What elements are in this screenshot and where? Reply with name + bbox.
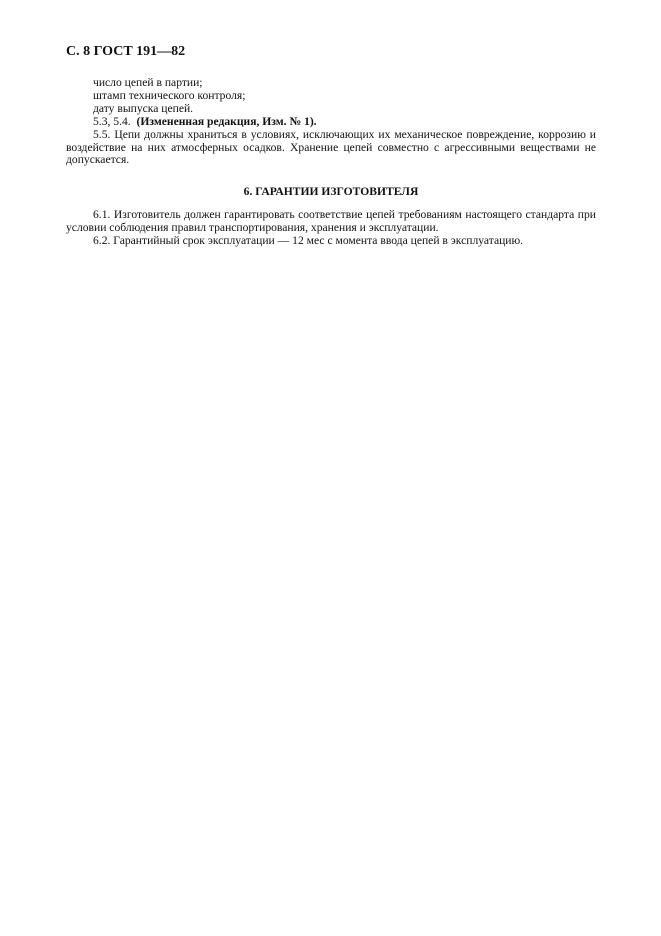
paragraph-6-2: 6.2. Гарантийный срок эксплуатации — 12 мес с момента ввода цепей в эксплуатацию. <box>93 234 524 248</box>
paragraph-6-1: 6.1. Изготовитель должен гарантировать соответствие цепей требованиям настоящего стандарта при условии соблюдения правил транспортирования, хранения и эксплуатации. <box>66 208 596 235</box>
list-item: дату выпуска цепей. <box>93 101 194 115</box>
amendment-note: (Измененная редакция, Изм. № 1). <box>136 114 317 128</box>
section-title: 6. ГАРАНТИИ ИЗГОТОВИТЕЛЯ <box>243 185 419 199</box>
paragraph-5-5: 5.5. Цепи должны храниться в условиях, исключающих их механическое повреждение, коррозию и воздействие на них атмосферных осадков. Хранение цепей совместно с агрессивными веществами не допускается. <box>66 127 596 167</box>
list-item: штамп технического контроля; <box>93 88 246 102</box>
paragraph-5-3 <box>66 116 596 129</box>
clause-number: 5.3, 5.4. <box>93 114 131 128</box>
page-header: С. 8 ГОСТ 191—82 <box>66 44 186 59</box>
document-body <box>66 77 596 248</box>
list-item: число цепей в партии; <box>93 76 203 89</box>
